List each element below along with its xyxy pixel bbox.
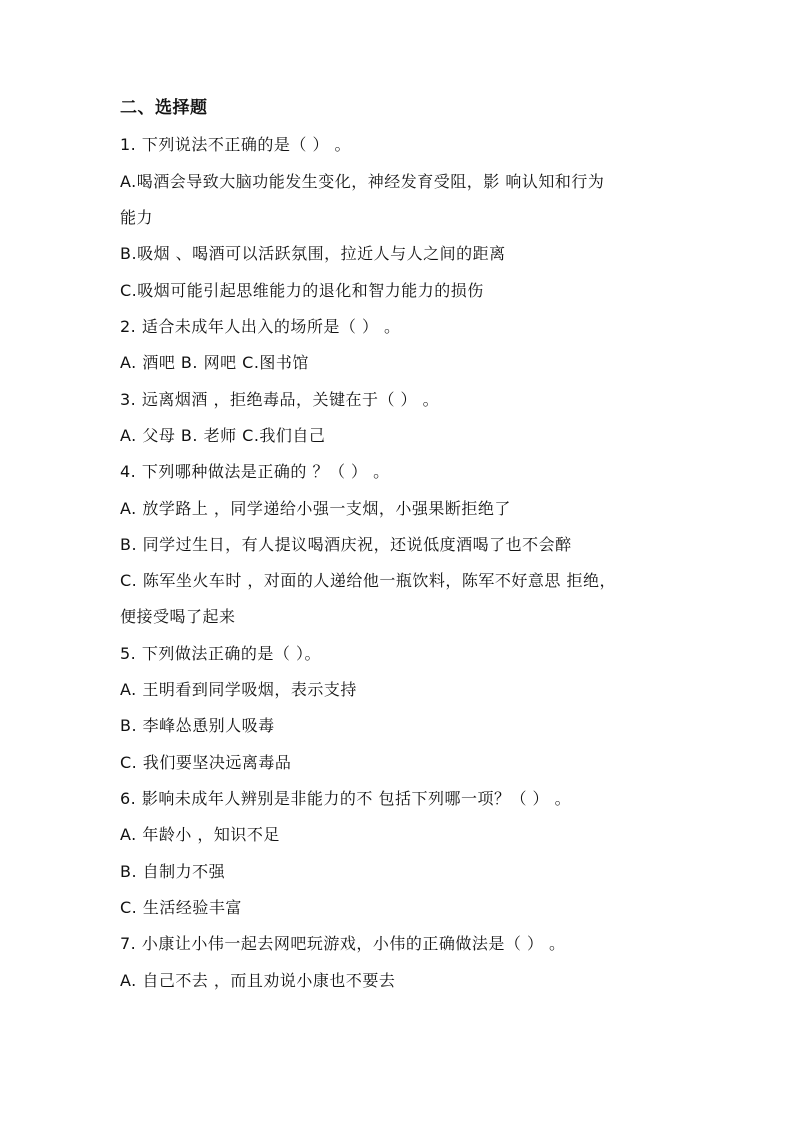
question-3-options: A. 父母 B. 老师 C.我们自己 [120,426,326,445]
question-7-option-a: A. 自己不去 ，而且劝说小康也不要去 [120,971,396,990]
question-6-option-b: B. 自制力不强 [120,862,226,881]
question-7: 7. 小康让小伟一起去网吧玩游戏，小伟的正确做法是（ ） 。 [120,934,566,953]
question-1-option-a-continued: 能力 [120,208,154,227]
question-3: 3. 远离烟酒 ，拒绝毒品，关键在于（ ） 。 [120,390,440,409]
question-5-option-b: B. 李峰怂恿别人吸毒 [120,716,275,735]
question-4-option-b: B. 同学过生日，有人提议喝酒庆祝，还说低度酒喝了也不会醉 [120,535,572,554]
question-1: 1. 下列说法不正确的是（ ） 。 [120,135,352,154]
question-1-option-a: A.喝酒会导致大脑功能发生变化，神经发育受阻，影 响认知和行为 [120,172,605,191]
question-4-option-a: A. 放学路上 ，同学递给小强一支烟，小强果断拒绝了 [120,499,511,518]
question-4: 4. 下列哪种做法是正确的 ？（ ） 。 [120,462,390,481]
question-6-option-c: C. 生活经验丰富 [120,898,242,917]
question-4-option-c-continued: 便接受喝了起来 [120,607,236,626]
question-1-option-b: B.吸烟 、喝酒可以活跃氛围，拉近人与人之间的距离 [120,244,506,263]
question-5-option-c: C. 我们要坚决远离毒品 [120,753,292,772]
question-2: 2. 适合未成年人出入的场所是（ ） 。 [120,317,401,336]
question-4-option-c: C. 陈军坐火车时 ，对面的人递给他一瓶饮料，陈军不好意思 拒绝， [120,571,617,590]
question-1-option-c: C.吸烟可能引起思维能力的退化和智力能力的损伤 [120,281,484,300]
question-5: 5. 下列做法正确的是（ ）。 [120,644,321,663]
question-6: 6. 影响未成年人辨别是非能力的不 包括下列哪一项？（ ） 。 [120,789,572,808]
question-6-option-a: A. 年龄小 ，知识不足 [120,825,280,844]
question-5-option-a: A. 王明看到同学吸烟，表示支持 [120,680,357,699]
section-title: 二、选择题 [120,98,208,118]
question-2-options: A. 酒吧 B. 网吧 C.图书馆 [120,353,309,372]
